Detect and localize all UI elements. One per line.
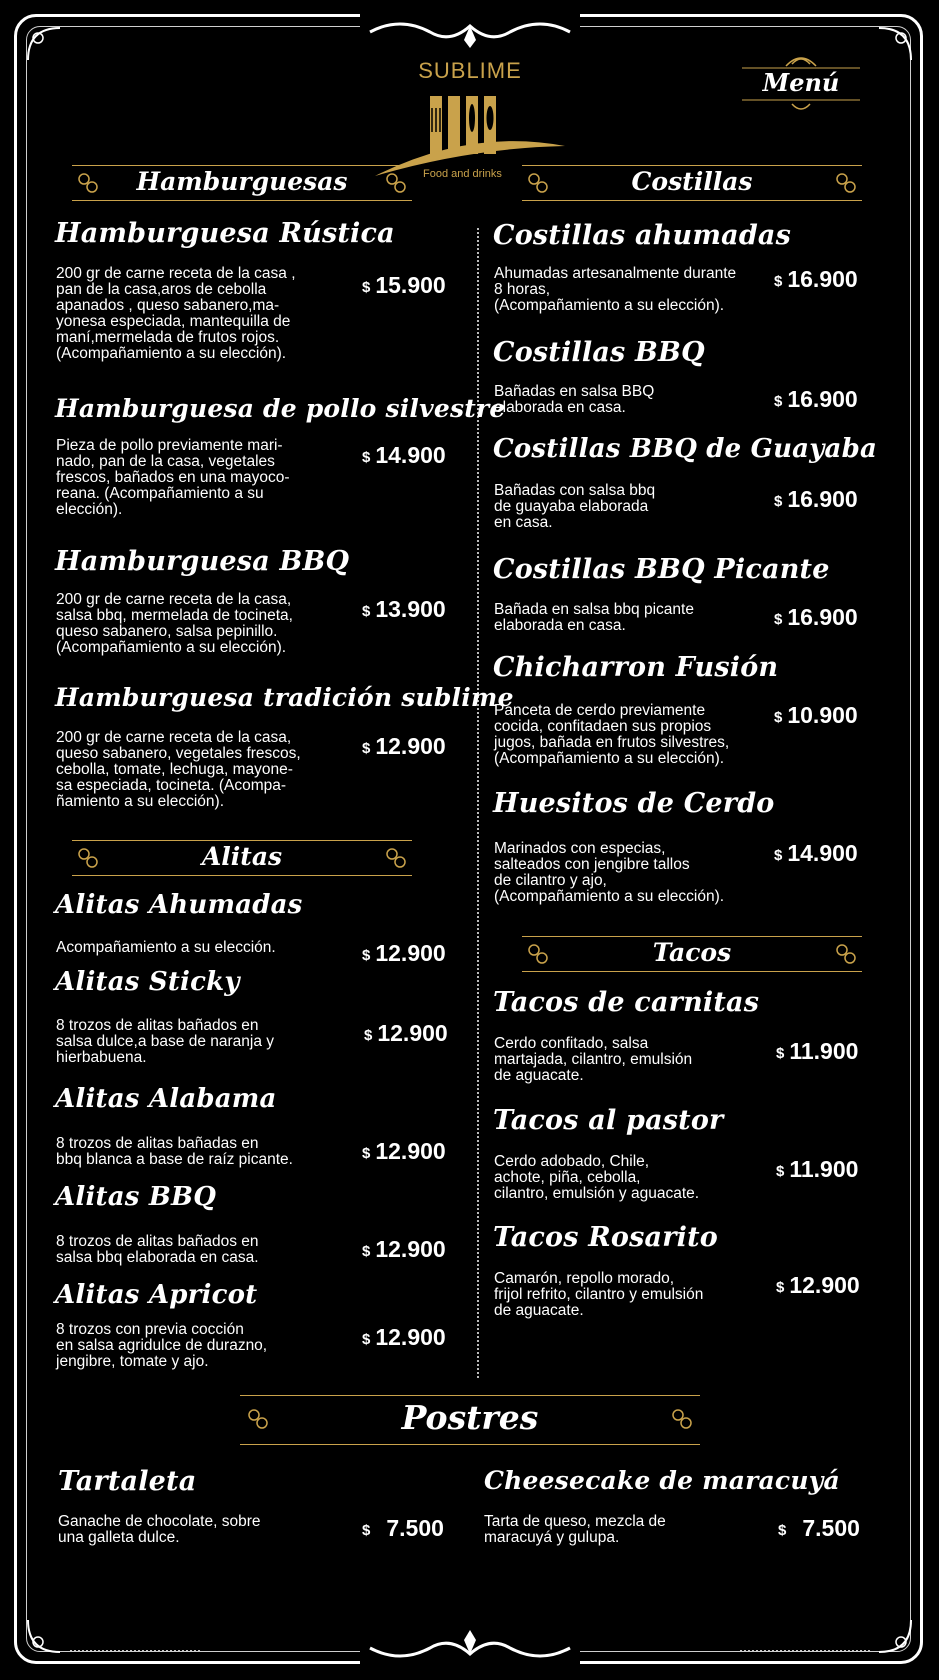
top-ornament-icon — [360, 14, 580, 54]
item-desc: Bañadas con salsa bbq de guayaba elaborada en casa. — [494, 482, 656, 531]
item-name: Alitas Ahumadas — [55, 890, 303, 920]
item-name: Chicharron Fusión — [493, 652, 779, 683]
item-desc: Marinados con especias, salteados con jengibre tallos de cilantro y ajo, (Acompañamiento a su elección). — [494, 840, 725, 905]
item-name: Alitas Sticky — [55, 967, 240, 997]
section-title: Postres — [401, 1398, 539, 1437]
item-price: $ 14.900 — [362, 442, 446, 468]
bottom-dots-right — [740, 1650, 870, 1652]
item-desc: Pieza de pollo previamente mari- nado, pan de la casa, vegetales frescos, bañados en una mayoco- reana. (Acompañamiento a su elección). — [56, 437, 290, 518]
item-price: $ 12.900 — [362, 1236, 446, 1262]
menu-badge — [742, 54, 860, 114]
section-title: Costillas — [631, 167, 753, 196]
item-desc: 200 gr de carne receta de la casa , pan de la casa,aros de cebolla apanados , queso sabanero,ma- yonesa especiada, mantequilla de maní,mermelada de frutos rojos. (Acompañamiento a su elección). — [56, 265, 296, 362]
item-price: $ 11.900 — [776, 1156, 859, 1182]
item-price: $ 12.900 — [776, 1272, 860, 1298]
item-name: Alitas Alabama — [55, 1084, 277, 1114]
corner-flourish-icon — [24, 1616, 64, 1656]
item-price: $ 16.900 — [774, 266, 858, 292]
corner-flourish-icon — [875, 1616, 915, 1656]
section-title: Hamburguesas — [136, 167, 348, 196]
item-name: Tacos al pastor — [493, 1105, 724, 1136]
item-desc: Cerdo adobado, Chile, achote, piña, cebolla, cilantro, emulsión y aguacate. — [494, 1153, 700, 1202]
item-desc: Bañadas en salsa BBQ elaborada en casa. — [494, 383, 655, 416]
corner-flourish-icon — [24, 24, 64, 64]
item-desc: 200 gr de carne receta de la casa, salsa bbq, mermelada de tocineta, queso sabanero, salsa pepinillo. (Acompañamiento a su elección). — [56, 591, 293, 656]
section-header-postres — [240, 1395, 700, 1445]
item-desc: Acompañamiento a su elección. — [56, 939, 276, 956]
item-name: Tartaleta — [58, 1466, 197, 1497]
item-name: Costillas BBQ — [493, 337, 705, 368]
item-price: $ 16.900 — [774, 486, 858, 512]
item-desc: Ahumadas artesanalmente durante 8 horas, (Acompañamiento a su elección). — [494, 265, 737, 314]
item-price: $ 16.900 — [774, 604, 858, 630]
section-title: Alitas — [201, 842, 283, 871]
item-price: $ 15.900 — [362, 272, 446, 298]
item-desc: Ganache de chocolate, sobre una galleta dulce. — [58, 1513, 261, 1546]
item-price: $ 12.900 — [362, 733, 446, 759]
item-price: $ 12.900 — [362, 1138, 446, 1164]
item-name: Cheesecake de maracuyá — [484, 1466, 840, 1495]
item-name: Costillas BBQ de Guayaba — [493, 434, 878, 464]
item-desc: Bañada en salsa bbq picante elaborada en casa. — [494, 601, 694, 634]
item-price: $ 12.900 — [362, 940, 446, 966]
section-header-hamburguesas — [72, 165, 412, 201]
bottom-dots-left — [70, 1650, 200, 1652]
item-name: Hamburguesa BBQ — [55, 546, 350, 577]
section-header-costillas — [522, 165, 862, 201]
brand-name: SUBLIME — [418, 58, 522, 83]
section-header-alitas — [72, 840, 412, 876]
item-desc: Cerdo confitado, salsa martajada, cilantro, emulsión de aguacate. — [494, 1035, 693, 1084]
menu-label: Menú — [762, 68, 840, 97]
item-name: Tacos Rosarito — [493, 1222, 718, 1253]
item-name: Alitas BBQ — [55, 1182, 217, 1212]
item-name: Costillas ahumadas — [493, 220, 792, 251]
item-name: Costillas BBQ Picante — [493, 554, 830, 585]
item-name: Hamburguesa Rústica — [55, 218, 395, 249]
item-desc: 8 trozos de alitas bañados en salsa bbq elaborada en casa. — [56, 1233, 259, 1266]
item-desc: 8 trozos con previa cocción en salsa agridulce de durazno, jengibre, tomate y ajo. — [56, 1321, 268, 1370]
item-desc: 8 trozos de alitas bañados en salsa dulce,a base de naranja y hierbabuena. — [56, 1017, 275, 1066]
item-name: Huesitos de Cerdo — [493, 788, 775, 819]
item-desc: 200 gr de carne receta de la casa, queso sabanero, vegetales frescos, cebolla, tomate, lechuga, mayone- sa especiada, tocineta. (Acompa- ñamiento a su elección). — [56, 729, 301, 810]
item-price: $ 7.500 — [778, 1515, 860, 1541]
item-price: $ 16.900 — [774, 386, 858, 412]
item-name: Tacos de carnitas — [493, 987, 760, 1018]
item-desc: 8 trozos de alitas bañadas en bbq blanca a base de raíz picante. — [56, 1135, 293, 1168]
item-desc: Camarón, repollo morado, frijol refrito, cilantro y emulsión de aguacate. — [494, 1270, 704, 1319]
item-price: $ 13.900 — [362, 596, 446, 622]
item-desc: Tarta de queso, mezcla de maracuyá y gulupa. — [484, 1513, 666, 1546]
section-header-tacos — [522, 936, 862, 972]
corner-flourish-icon — [875, 24, 915, 64]
item-price: $ 12.900 — [362, 1324, 446, 1350]
item-name: Alitas Apricot — [55, 1280, 258, 1310]
item-name: Hamburguesa de pollo silvestre — [55, 394, 506, 423]
item-price: $ 14.900 — [774, 840, 858, 866]
item-price: $ 11.900 — [776, 1038, 859, 1064]
brand-tagline: Food and drinks — [423, 168, 502, 180]
item-price: $ 7.500 — [362, 1515, 444, 1541]
item-desc: Panceta de cerdo previamente cocida, confitadaen sus propios jugos, bañada en frutos silvestres, (Acompañamiento a su elección). — [494, 702, 730, 767]
bottom-ornament-icon — [360, 1622, 580, 1666]
item-name: Hamburguesa tradición sublime — [55, 683, 514, 712]
item-price: $ 12.900 — [364, 1020, 448, 1046]
section-title: Tacos — [652, 938, 732, 967]
item-price: $ 10.900 — [774, 702, 858, 728]
